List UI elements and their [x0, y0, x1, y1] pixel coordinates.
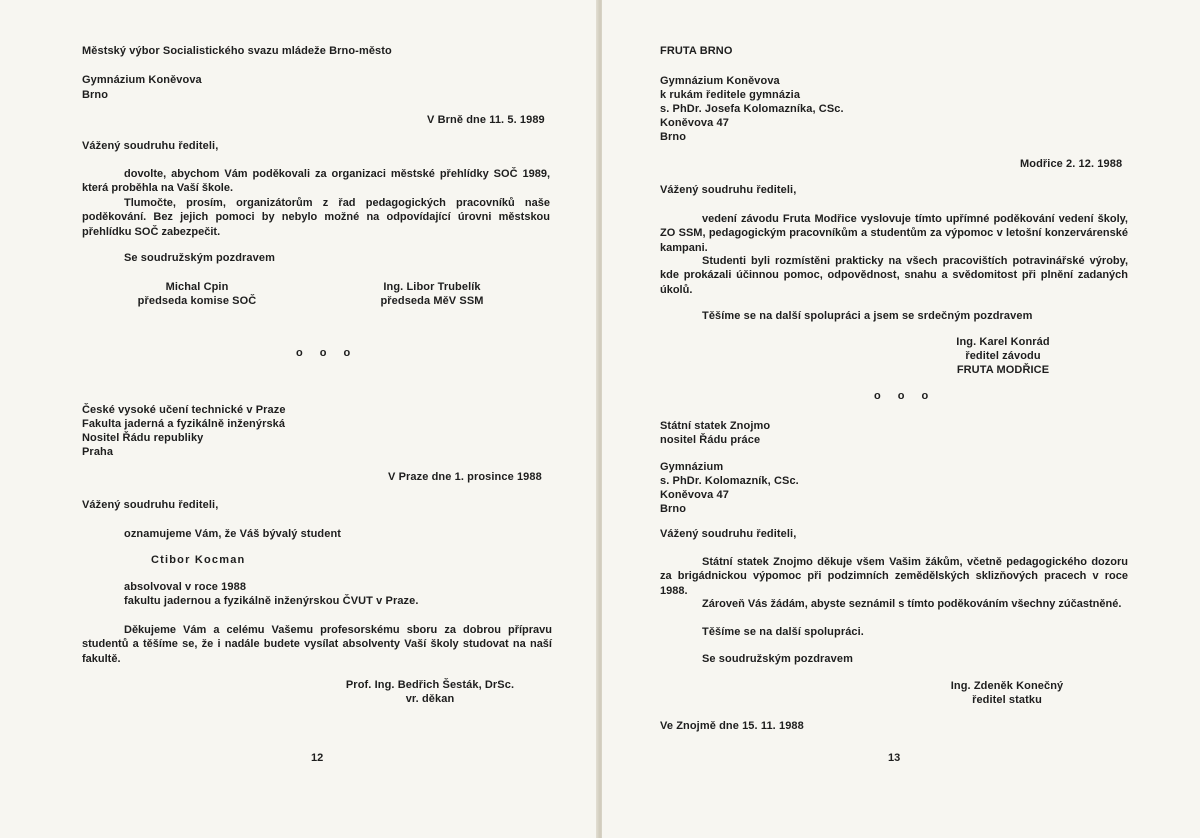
letter1-paragraph: dovolte, abychom Vám poděkovali za organizaci městské přehlídky SOČ 1989, která proběhla na Vaší škole. — [82, 168, 550, 195]
letter1-sender: Městský výbor Socialistického svazu mládeže Brno-město — [82, 45, 392, 57]
letter1-date: Modřice 2. 12. 1988 — [1020, 158, 1123, 170]
letter1-paragraph: vedení závodu Fruta Modřice vyslovuje tímto upřímné poděkování vedení školy, ZO SSM, pedagogickým pracovníkům a studentům za výpomoc v letošní konzervárenské kampani. — [660, 213, 1128, 254]
letter1-salutation: Vážený soudruhu řediteli, — [660, 184, 797, 196]
letter1-recipient-line: s. PhDr. Josefa Kolomazníka, CSc. — [660, 103, 844, 115]
letter2-date: Ve Znojmě dne 15. 11. 1988 — [660, 720, 804, 732]
letter2-closing: Těšíme se na další spolupráci. — [702, 626, 864, 638]
letter1-salutation: Vážený soudruhu řediteli, — [82, 140, 219, 152]
letter2-graduated-line: fakultu jadernou a fyzikálně inženýrskou ČVUT v Praze. — [124, 595, 419, 607]
letter2-salutation: Vážený soudruhu řediteli, — [660, 528, 797, 540]
signatory-line: Ing. Zdeněk Konečný — [950, 680, 1064, 692]
signatory-name: Ing. Libor Trubelík — [383, 281, 481, 293]
signatory-name: Michal Cpin — [165, 281, 229, 293]
letter2-paragraph: Státní statek Znojmo děkuje všem Vašim žákům, včetně pedagogického dozoru za brigádnickou výpomoc při podzimních zemědělských sklizňových pracech v roce 1988. — [660, 556, 1128, 597]
left-page — [0, 0, 598, 838]
letter2-sender-line: Státní statek Znojmo — [660, 420, 771, 432]
signatory-title: předseda MěV SSM — [380, 295, 484, 307]
letter2-sender-line: Nositel Řádu republiky — [82, 432, 204, 444]
page-number: 12 — [311, 752, 324, 764]
signatory-line: ředitel závodu — [965, 350, 1041, 362]
letter2-date: V Praze dne 1. prosince 1988 — [388, 471, 542, 483]
student-name: Ctibor Kocman — [151, 554, 246, 566]
letter1-closing: Těšíme se na další spolupráci a jsem se srdečným pozdravem — [702, 310, 1033, 322]
letter2-sender-line: Praha — [82, 446, 114, 458]
right-page — [602, 0, 1200, 838]
letter2-sender-line: Fakulta jaderná a fyzikálně inženýrská — [82, 418, 286, 430]
signatory-line: Ing. Karel Konrád — [956, 336, 1050, 348]
letter2-paragraph: Zároveň Vás žádám, abyste seznámil s tímto poděkováním všechny zúčastněné. — [702, 598, 1122, 610]
letter2-salutation: Vážený soudruhu řediteli, — [82, 499, 219, 511]
letter2-recipient-line: Gymnázium — [660, 461, 724, 473]
letter1-sender: FRUTA BRNO — [660, 45, 733, 57]
letter2-closing: Se soudružským pozdravem — [702, 653, 853, 665]
letter1-recipient-line: Brno — [660, 131, 687, 143]
letter2-graduated-line: absolvoval v roce 1988 — [124, 581, 247, 593]
signatory-line: FRUTA MODŘICE — [956, 364, 1050, 376]
letter2-recipient-line: Brno — [660, 503, 687, 515]
letter2-paragraph: Děkujeme Vám a celému Vašemu profesorskému sboru za dobrou přípravu studentů a těšíme se, že i nadále budete vysílat absolventy Vaší školy studovat na naší fakultě. — [82, 624, 552, 665]
letter1-recipient-line: Gymnázium Koněvova — [660, 75, 780, 87]
page-number: 13 — [888, 752, 901, 764]
letter1-closing: Se soudružským pozdravem — [124, 252, 275, 264]
letter2-sender-line: nositel Řádu práce — [660, 434, 761, 446]
letter2-signatory-title: vr. děkan — [405, 693, 455, 705]
letter1-date: V Brně dne 11. 5. 1989 — [427, 114, 545, 126]
letter2-intro: oznamujeme Vám, že Váš bývalý student — [124, 528, 342, 540]
separator-dots: o o o — [874, 390, 936, 402]
letter1-paragraph: Tlumočte, prosím, organizátorům z řad pedagogických pracovníků naše poděkování. Bez jejich pomoci by nebylo možné na odpovídající úrovni městskou přehlídku SOČ zabezpečit. — [82, 197, 550, 238]
letter2-signatory-name: Prof. Ing. Bedřich Šesták, DrSc. — [345, 679, 515, 691]
letter1-recipient-line: Brno — [82, 89, 109, 101]
separator-dots: o o o — [296, 347, 358, 359]
signatory-title: předseda komise SOČ — [137, 295, 257, 307]
letter1-recipient-line: Koněvova 47 — [660, 117, 729, 129]
letter2-recipient-line: Koněvova 47 — [660, 489, 729, 501]
letter2-sender-line: České vysoké učení technické v Praze — [82, 404, 286, 416]
letter1-recipient-line: Gymnázium Koněvova — [82, 74, 202, 86]
letter1-paragraph: Studenti byli rozmístěni prakticky na všech pracovištích potravinářské výroby, kde prokázali účinnou pomoc, odpovědnost, snahu a svědomitost při plnění zadaných úkolů. — [660, 255, 1128, 296]
letter2-recipient-line: s. PhDr. Kolomazník, CSc. — [660, 475, 799, 487]
letter1-recipient-line: k rukám ředitele gymnázia — [660, 89, 801, 101]
signatory-line: ředitel statku — [972, 694, 1042, 706]
